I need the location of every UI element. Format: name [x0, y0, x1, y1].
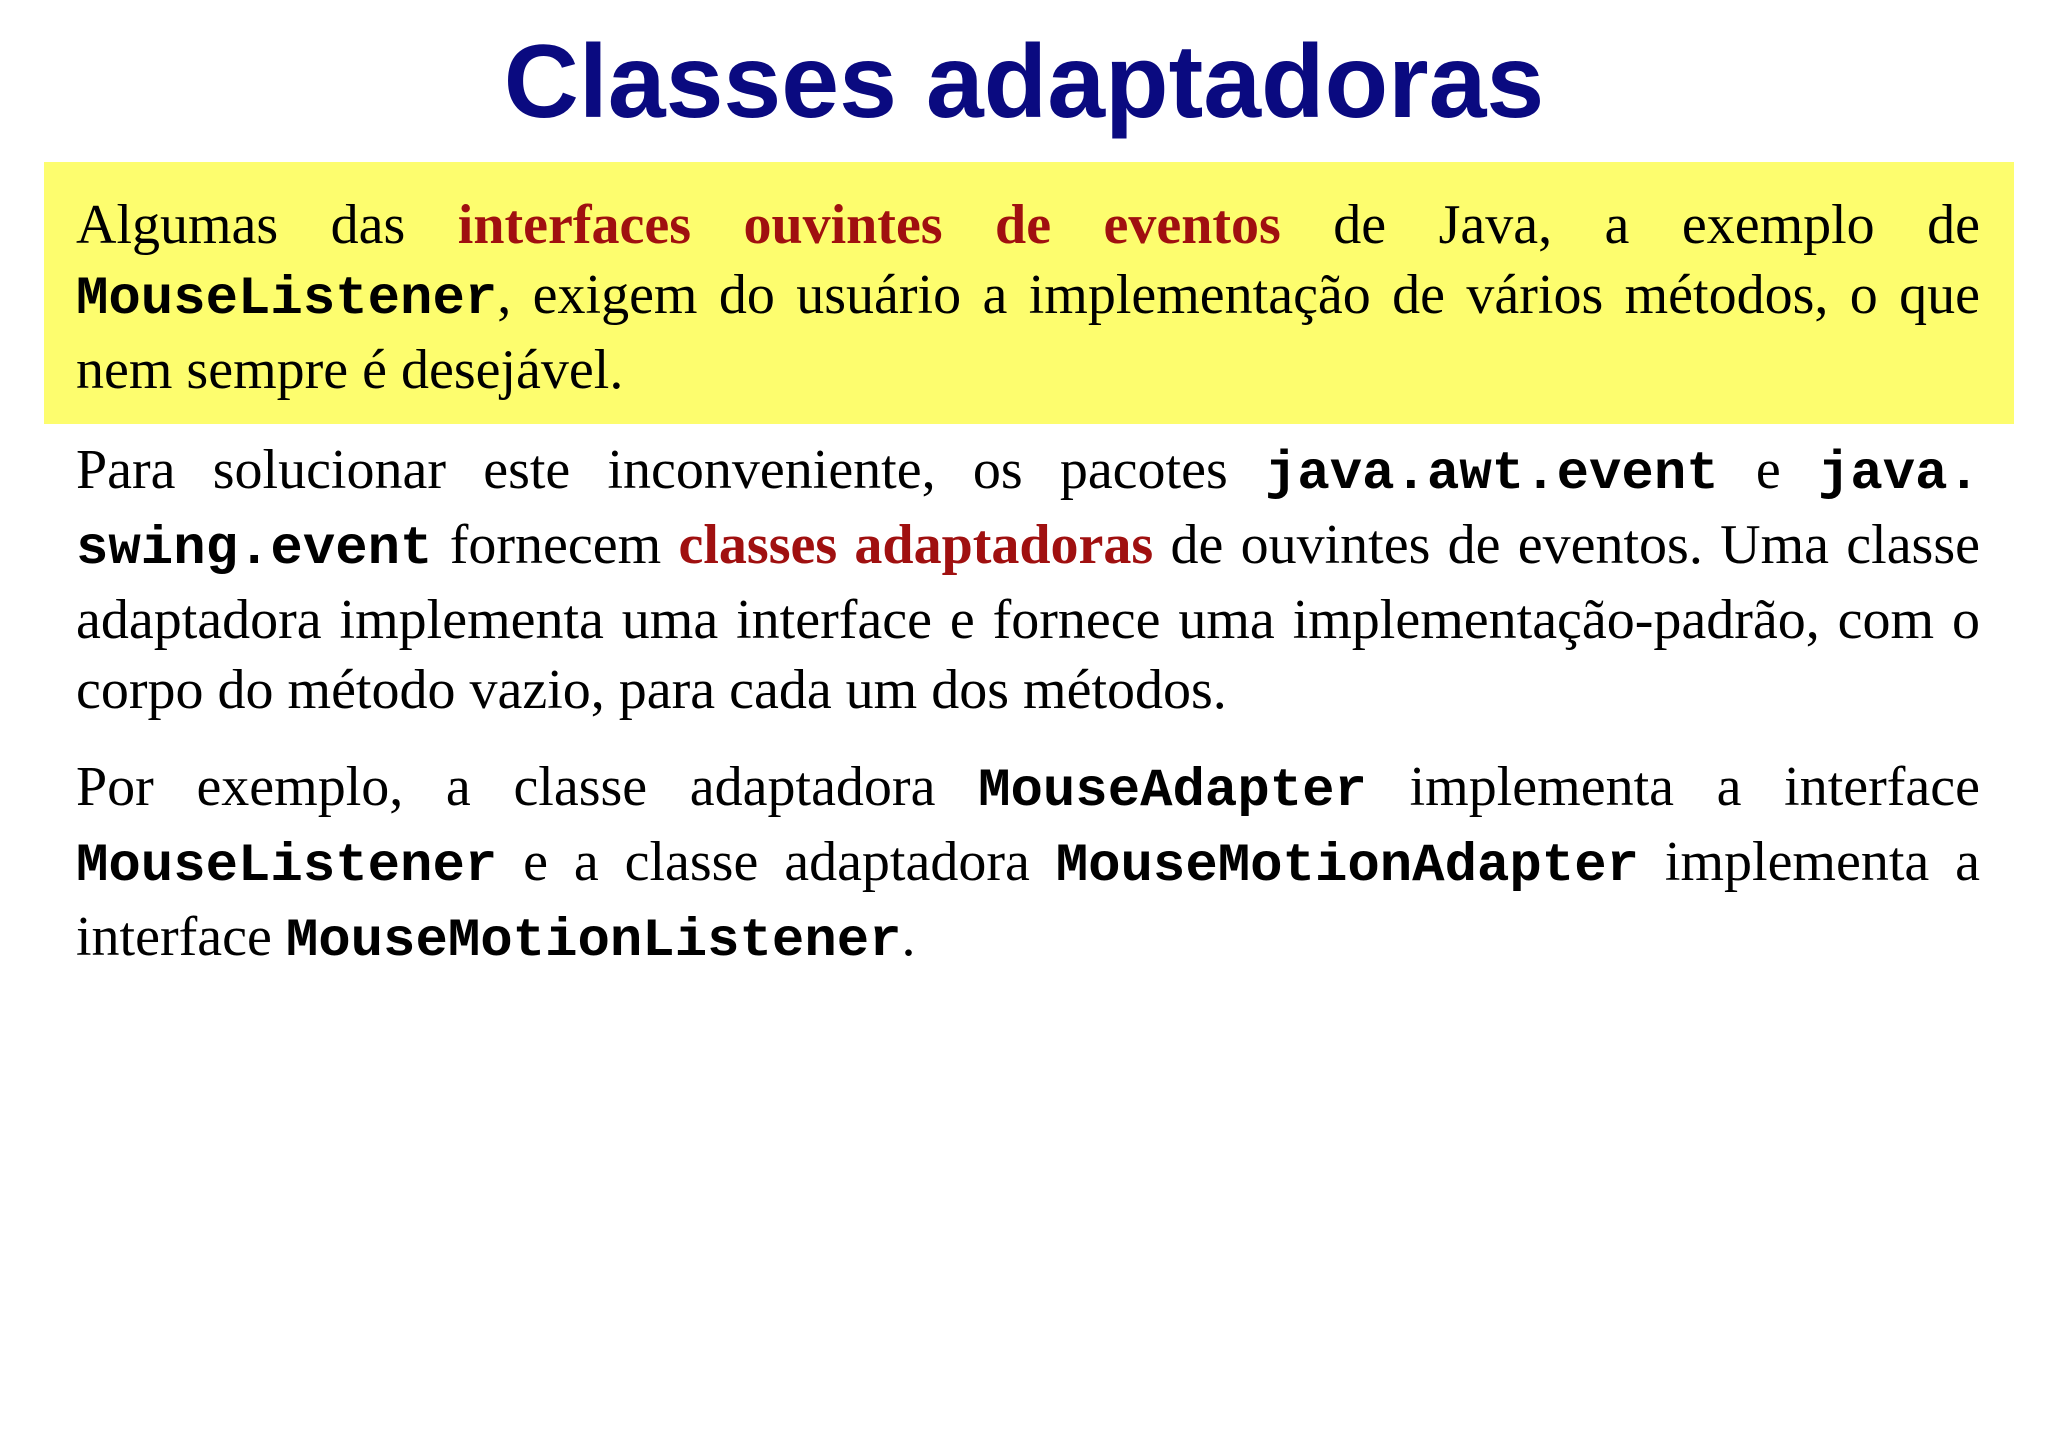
- text-run: de ouvintes de eventos. Uma classe adaptadora implementa uma interface e fornece uma implementação-padrão, com o corpo do método vazio, para cada um dos métodos.: [76, 514, 1981, 721]
- emphasis-term: classes adaptadoras: [678, 514, 1154, 576]
- text-run: de Java, a exemplo de: [1280, 194, 1980, 256]
- text-run: Por exemplo, a classe adaptadora: [76, 756, 979, 818]
- text-run: e a classe adaptadora: [497, 831, 1056, 893]
- text-run: implementa a interface: [76, 831, 1980, 968]
- code-term: MouseMotionAdapter: [1055, 836, 1640, 897]
- text-run: e: [1718, 439, 1818, 501]
- paragraph-adapters: [76, 435, 1980, 725]
- text-run: Algumas das: [76, 194, 458, 256]
- paragraph-interfaces: [76, 190, 1980, 405]
- text-run: fornecem: [432, 514, 679, 576]
- slide-title: Classes adaptadoras: [503, 24, 1545, 140]
- code-term: java.awt.event: [1264, 444, 1719, 505]
- paragraph-example: [76, 752, 1980, 977]
- code-term: MouseMotionListener: [285, 911, 902, 972]
- text-run: implementa a interface: [1366, 756, 1980, 818]
- code-term: MouseListener: [76, 269, 498, 330]
- code-term: java. swing.event: [76, 444, 1980, 580]
- text-run: , exigem do usuário a implementação de vários métodos, o que nem sempre é desejável.: [76, 264, 1980, 401]
- text-run: .: [901, 906, 916, 968]
- text-run: Para solucionar este inconveniente, os pacotes: [76, 439, 1265, 501]
- code-term: MouseListener: [76, 836, 498, 897]
- code-term: MouseAdapter: [978, 761, 1367, 822]
- emphasis-term: interfaces ouvintes de eventos: [457, 194, 1281, 256]
